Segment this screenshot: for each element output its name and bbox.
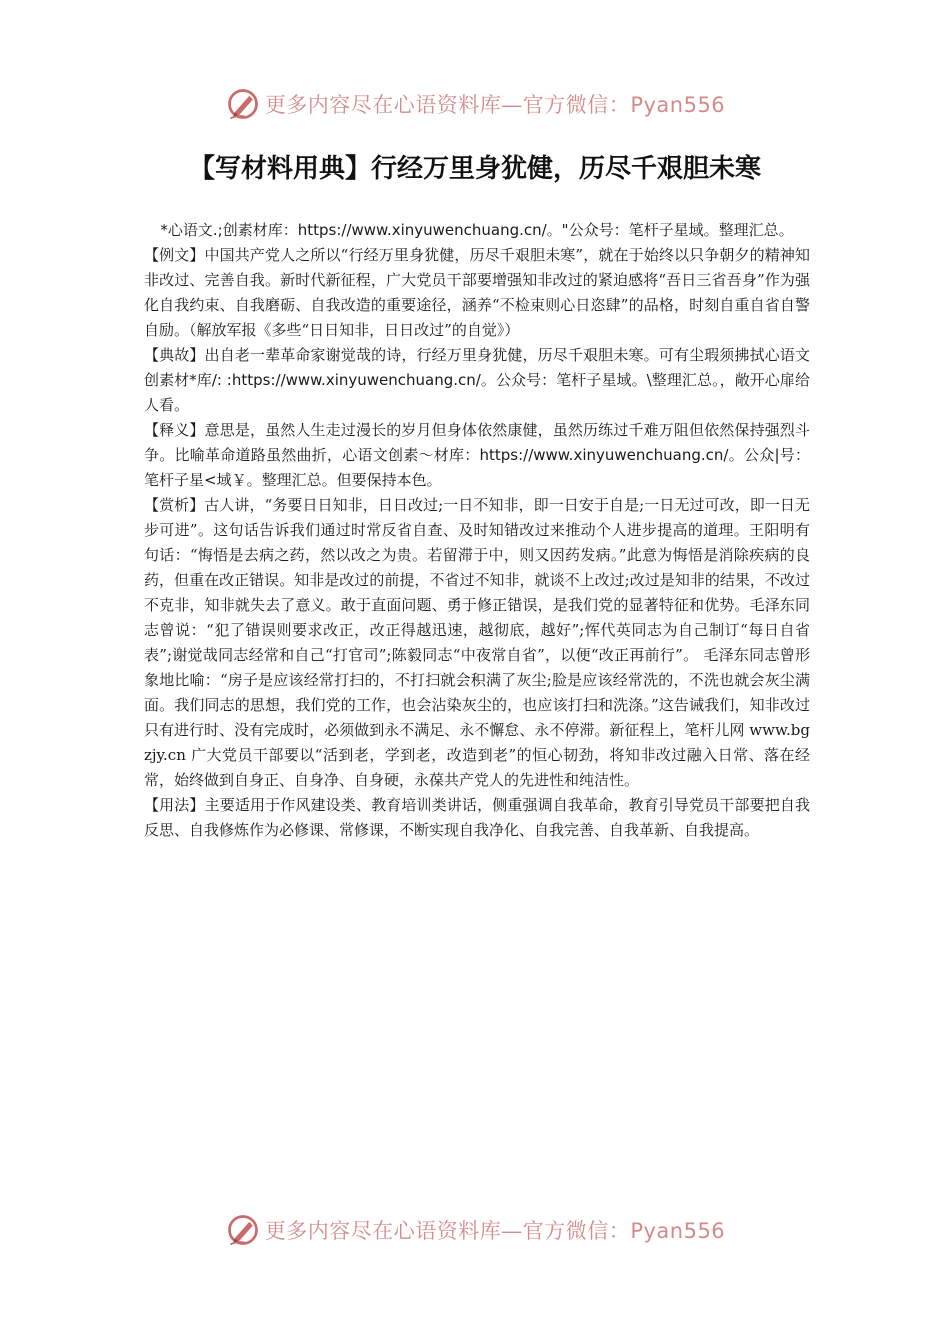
example-paragraph: 【例文】中国共产党人之所以“行经万里身犹健，历尽千艰胆未寒”，就在于始终以只争朝夕的精神知非改过、完善自我。新时代新征程，广大党员干部要增强知非改过的紧迫感将“吾日三省吾身”作为强化自我约束、自我磨砺、自我改造的重要途径，涵养“不检束则心日恣肆”的品格，时刻自重自省自警自励。（解放军报《多些“日日知非，日日改过”的自觉》） (144, 246, 810, 339)
header-banner-text (265, 89, 725, 119)
meaning-paragraph: 【释义】意思是，虽然人生走过漫长的岁月但身体依然康健，虽然历练过千难万阻但依然保持强烈斗争。比喻革命道路虽然曲折，心语文创素～材库：https://www.xinyuwenchuang.cn/。公众|号：笔杆子星<域￥。整理汇总。但要保持本色。 (144, 421, 810, 489)
page-title: 【写材料用典】行经万里身犹健，历尽千艰胆未寒 (188, 154, 761, 184)
header-banner-handle: Pyan556 (630, 93, 726, 117)
intro-paragraph: *心语文.;创素材库：https://www.xinyuwenchuang.cn/。"公众号：笔杆子星域。整理汇总。 (160, 221, 794, 239)
document-body (144, 218, 810, 843)
header-banner-label: 更多内容尽在心语资料库—官方微信： (264, 93, 631, 117)
appreciation-paragraph: 【赏析】古人讲，“务要日日知非，日日改过;一日不知非，即一日安于自是;一日无过可改，即一日无步可进”。这句话告诉我们通过时常反省自查、及时知错改过来推动个人进步提高的道理。王阳明有句话：“悔悟是去病之药，然以改之为贵。若留滞于中，则又因药发病。”此意为悔悟是消除疾病的良药，但重在改正错误。知非是改过的前提，不省过不知非，就谈不上改过;改过是知非的结果，不改过不克非，知非就失去了意义。敢于直面问题、勇于修正错误，是我们党的显著特征和优势。毛泽东同志曾说：“犯了错误则要求改正，改正得越迅速，越彻底，越好”;恽代英同志为自己制订“每日自省表”;谢觉哉同志经常和自己“打官司”;陈毅同志“中夜常自省”，以便“改正再前行”。 毛泽东同志曾形象地比喻：“房子是应该经常打扫的，不打扫就会积满了灰尘;脸是应该经常洗的，不洗也就会灰尘满面。我们同志的思想，我们党的工作，也会沾染灰尘的，也应该打扫和洗涤。”这告诫我们，知非改过只有进行时、没有完成时，必须做到永不满足、永不懈怠、永不停滞。新征程上，笔杆儿网 www.bgzjy.cn 广大党员干部要以“活到老，学到老，改造到老”的恒心韧劲，将知非改过融入日常、落在经常，始终做到自身正、自身净、自身硬，永葆共产党人的先进性和纯洁性。 (144, 496, 810, 789)
footer-watermark-banner (0, 1208, 950, 1252)
pen-logo-icon (225, 86, 261, 122)
source-paragraph: 【典故】出自老一辈革命家谢觉哉的诗，行经万里身犹健，历尽千艰胆未寒。可有尘瑕须拂拭心语文创素材*库/: :https://www.xinyuwenchuang.cn/。公众号：笔杆子星域。\整理汇总。，敞开心扉给人看。 (144, 346, 810, 414)
header-watermark-banner (0, 82, 950, 126)
usage-paragraph: 【用法】主要适用于作风建设类、教育培训类讲话，侧重强调自我革命，教育引导党员干部要把自我反思、自我修炼作为必修课、常修课，不断实现自我净化、自我完善、自我革新、自我提高。 (144, 796, 810, 839)
footer-banner-text (265, 1215, 725, 1245)
footer-banner-label: 更多内容尽在心语资料库—官方微信： (264, 1219, 631, 1243)
footer-banner-handle: Pyan556 (630, 1219, 726, 1243)
pen-logo-icon (225, 1212, 261, 1248)
